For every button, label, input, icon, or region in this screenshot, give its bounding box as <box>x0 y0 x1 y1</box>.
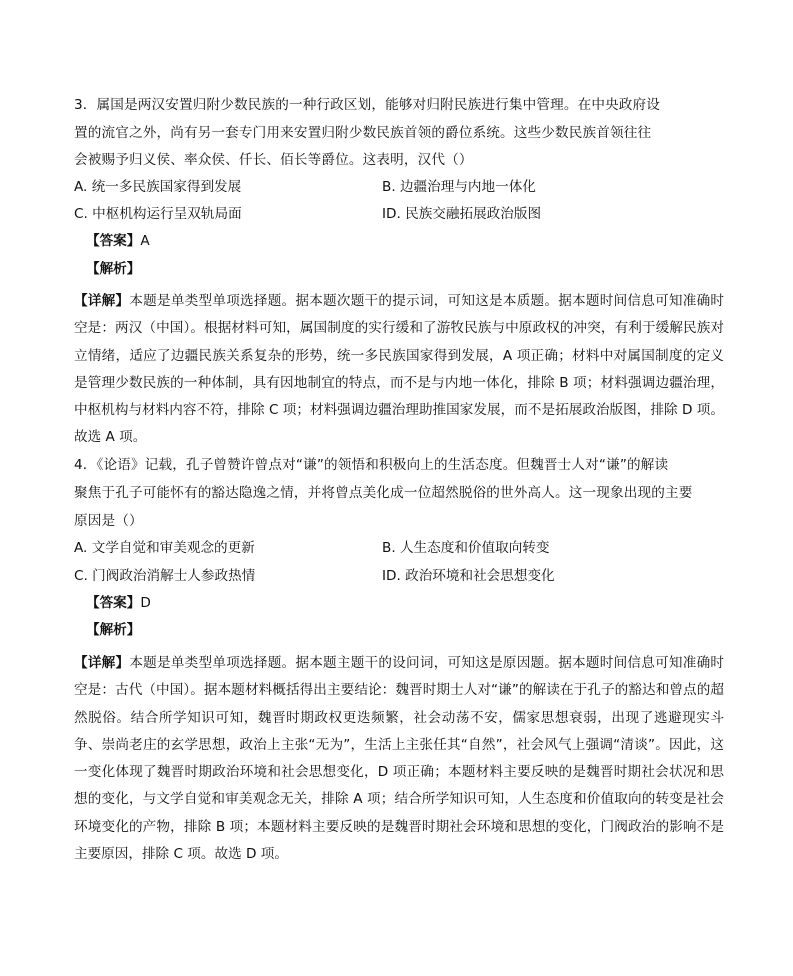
q4-detail-label: 【详解】 <box>74 655 130 671</box>
q3-detail-text: 本题是单类型单项选择题。据本题次题干的提示词，可知这是本质题。据本题时间信息可知准确时空是：两汉（中国）。根据材料可知，属国制度的实行缓和了游牧民族与中原政权的冲突，有利于缓解民族对立情绪，适应了边疆民族关系复杂的形势，统一多民族国家得到发展，A 项正确；材料中对属国制度的定义是管理少数民族的一种体制，具有因地制宜的特点，而不是与内地一体化，排除 B 项；材料强调边疆治理，中枢机构与材料内容不符，排除 C 项；材料强调边疆治理助推国家发展，而不是拓展政治版图，排除 D 项。故选 A 项。 <box>74 293 725 446</box>
q3-stem-line-2: 置的流官之外，尚有另一套专门用来安置归附少数民族首领的爵位系统。这些少数民族首领往往 <box>74 125 652 141</box>
q3-option-c: C. 中枢机构运行呈双轨局面 <box>74 206 242 222</box>
q4-answer <box>86 593 151 613</box>
q4-option-a: A. 文学自觉和审美观念的更新 <box>74 540 255 556</box>
q4-option-d: ID. 政治环境和社会思想变化 <box>382 568 555 584</box>
q3-answer <box>86 231 150 251</box>
q4-option-c: C. 门阀政治消解士人参政热情 <box>74 568 256 584</box>
q4-analysis-label <box>86 620 140 640</box>
q3-option-b: B. 边疆治理与内地一体化 <box>382 179 536 195</box>
q4-stem-line-3: 原因是（） <box>74 513 143 529</box>
q3-answer-label: 【答案】 <box>86 233 141 249</box>
q3-analysis-label <box>86 259 140 279</box>
q3-option-a: A. 统一多民族国家得到发展 <box>74 179 242 195</box>
q3-analysis-label-text: 【解析】 <box>86 261 141 277</box>
q4-detail-text: 本题是单类型单项选择题。据本题主题干的设问词，可知这是原因题。据本题时间信息可知准确时空是：古代（中国）。据本题材料概括得出主要结论：魏晋时期士人对“谦”的解读在于孔子的豁达和曾点的超然脱俗。结合所学知识可知，魏晋时期政权更迭频繁，社会动荡不安，儒家思想衰弱，出现了逃避现实斗争、崇尚老庄的玄学思想，政治上主张“无为”，生活上主张任其“自然”，社会风气上强调“清谈”。因此，这一变化体现了魏晋时期政治环境和社会思想变化，D 项正确；本题材料主要反映的是魏晋时期社会状况和思想的变化，与文学自觉和审美观念无关，排除 A 项；结合所学知识可知，人生态度和价值取向的转变是社会环境变化的产物，排除 B 项；本题材料主要反映的是魏晋时期社会环境和思想的变化，门阀政治的影响不是主要原因，排除 C 项。故选 D 项。 <box>74 655 725 863</box>
q4-stem-line-1: 4．《论语》记载，孔子曾赞许曾点对“谦”的领悟和积极向上的生活态度。但魏晋士人对“谦”的解读 <box>74 457 669 473</box>
q3-detail-label: 【详解】 <box>74 293 130 309</box>
q3-detail <box>74 288 724 452</box>
q3-option-d: ID. 民族交融拓展政治版图 <box>382 206 542 222</box>
q4-stem-line-2: 聚焦于孔子可能怀有的豁达隐逸之情，并将曾点美化成一位超然脱俗的世外高人。这一现象出现的主要 <box>74 485 693 501</box>
q3-answer-value: A <box>140 233 150 249</box>
q4-answer-value: D <box>140 595 151 611</box>
q3-stem-line-1: 3．属国是两汉安置归附少数民族的一种行政区划，能够对归附民族进行集中管理。在中央政府设 <box>74 97 661 113</box>
q4-analysis-label-text: 【解析】 <box>86 622 141 638</box>
q3-stem-line-3: 会被赐予归义侯、率众侯、仟长、佰长等爵位。这表明，汉代（） <box>74 152 473 168</box>
q4-detail <box>74 650 724 868</box>
q4-answer-label: 【答案】 <box>86 595 141 611</box>
q4-option-b: B. 人生态度和价值取向转变 <box>382 540 550 556</box>
